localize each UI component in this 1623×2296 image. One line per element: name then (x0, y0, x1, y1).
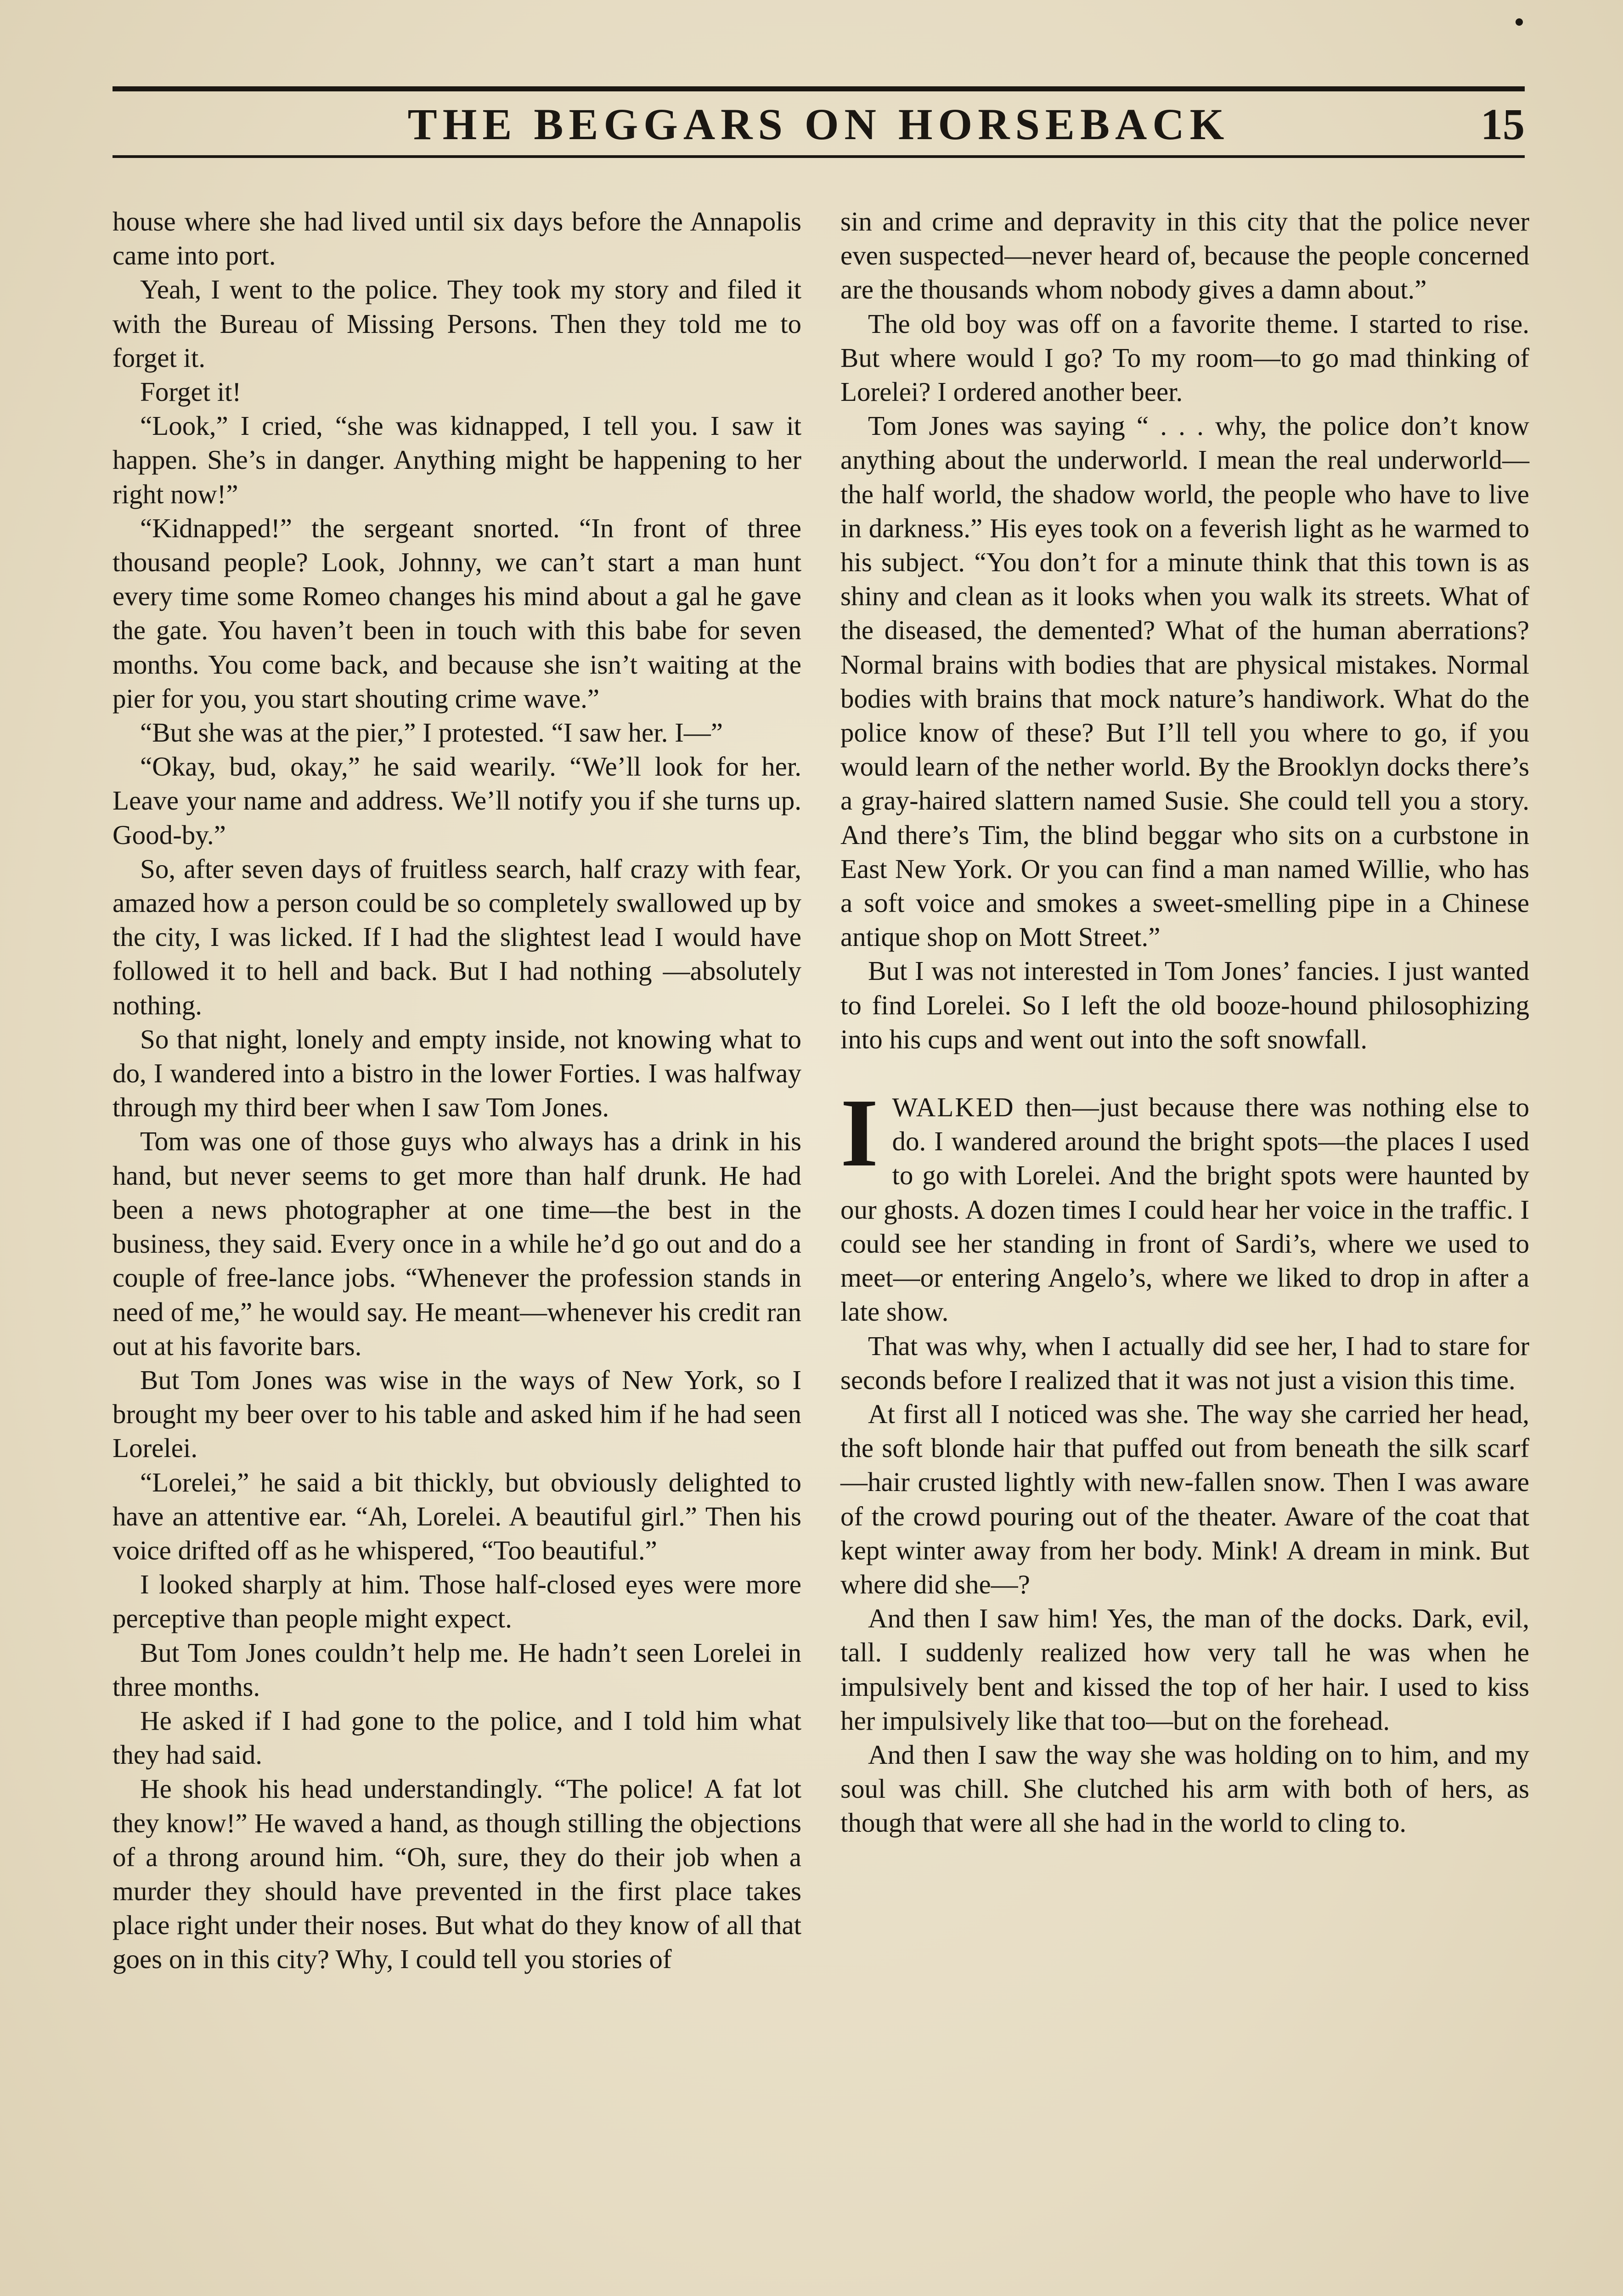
paragraph: “Kidnapped!” the sergeant snorted. “In front of three thousand people? Look, Johnny, we can’t start a man hunt every time some Romeo changes his mind about a gal he gave the gate. You haven’t been in touch with this babe for seven months. You come back, and because she isn’t waiting at the pier for you, you start shouting crime wave.” (113, 512, 801, 714)
lead-in-caps: WALKED (892, 1092, 1015, 1123)
paragraph: “Lorelei,” he said a bit thickly, but obviously delighted to have an attentive ear. “Ah, Lorelei. A beautiful girl.” Then his voice drifted off as he whispered, “Too beautiful.” (113, 1467, 801, 1565)
paragraph: Forget it! (140, 377, 242, 407)
header-bottom-rule (113, 155, 1525, 158)
paragraph: So that night, lonely and empty inside, not knowing what to do, I wandered into a bistro in the lower Forties. I was halfway through my third beer when I saw Tom Jones. (113, 1024, 801, 1123)
paragraph: “But she was at the pier,” I protested. “I saw her. I—” (140, 717, 723, 748)
paragraph: And then I saw him! Yes, the man of the docks. Dark, evil, tall. I suddenly realized how very tall he was when he impulsively bent and kissed the top of her hair. I used to kiss her impulsively like that too—but on the forehead. (840, 1603, 1529, 1736)
paragraph: Yeah, I went to the police. They took my story and filed it with the Bureau of Missing Persons. Then they told me to forget it. (113, 274, 801, 373)
speck (1516, 18, 1523, 26)
paragraph: house where she had lived until six days before the Annapolis came into port. (113, 206, 801, 271)
paragraph: “Look,” I cried, “she was kidnapped, I tell you. I saw it happen. She’s in danger. Anything might be happening to her right now!” (113, 411, 801, 509)
paragraph: But Tom Jones couldn’t help me. He hadn’t seen Lorelei in three months. (113, 1637, 801, 1702)
section-opening-paragraph (840, 1079, 1529, 1328)
paragraph: At first all I noticed was she. The way she carried her head, the soft blonde hair that puffed out from beneath the silk scarf—hair crusted lightly with new-fallen snow. Then I was aware of the crowd pouring out of the theater. Aware of the coat that kept winter away from her body. Mink! A dream in mink. But where did she—? (840, 1398, 1529, 1599)
running-title: THE BEGGARS ON HORSEBACK (407, 100, 1230, 149)
paragraph: Tom Jones was saying “ . . . why, the police don’t know anything about the underworld. I mean the real underworld—the half world, the shadow world, the people who have to live in darkness.” His eyes took on a feverish light as he warmed to his subject. “You don’t for a minute think that this town is as shiny and clean as it looks when you walk its streets. What of the diseased, the demented? What of the human aberrations? Normal brains with bodies that are physical mistakes. Normal bodies with brains that mock nature’s handiwork. What do the police know of these? But I’ll tell you where to go, if you would learn of the nether world. By the Brooklyn docks there’s a gray-haired slattern named Susie. She could tell you a story. And there’s Tim, the blind beggar who sits on a curbstone in East New York. Or you can find a man named Willie, who has a soft voice and smokes a sweet-smelling pipe in a Chinese antique shop on Mott Street.” (840, 411, 1529, 952)
header-top-rule (113, 86, 1525, 91)
paragraph-text: then—just because there was nothing else to do. I wandered around the bright spots—the places I used to go with Lorelei. And the bright spots were haunted by our ghosts. A dozen times I could hear her voice in the traffic. I could see her standing in front of Sardi’s, where we used to meet—or entering Angelo’s, where we liked to drop in after a late show. (840, 1092, 1529, 1327)
right-column (840, 204, 1529, 1840)
paragraph: But I was not interested in Tom Jones’ fancies. I just wanted to find Lorelei. So I left the old booze-hound philosophizing into his cups and went out into the soft snowfall. (840, 956, 1529, 1054)
running-header (113, 97, 1525, 152)
paragraph: And then I saw the way she was holding on to him, and my soul was chill. She clutched his arm with both of hers, as though that were all she had in the world to cling to. (840, 1739, 1529, 1838)
paragraph: The old boy was off on a favorite theme. I started to rise. But where would I go? To my room—to go mad thinking of Lorelei? I ordered another beer. (840, 308, 1529, 407)
paragraph: “Okay, bud, okay,” he said wearily. “We’ll look for her. Leave your name and address. We’ll notify you if she turns up. Good-by.” (113, 751, 801, 850)
drop-cap: I (840, 1079, 879, 1187)
paragraph: That was why, when I actually did see her, I had to stare for seconds before I realized that it was not just a vision this time. (840, 1330, 1529, 1395)
paragraph: He asked if I had gone to the police, and I told him what they had said. (113, 1705, 801, 1770)
paragraph: He shook his head understandingly. “The police! A fat lot they know!” He waved a hand, as though stilling the objections of a throng around him. “Oh, sure, they do their job when a murder they should have prevented in the first place takes place right under their noses. But what do they know of all that goes on in this city? Why, I could tell you stories of (113, 1773, 801, 1975)
paragraph: I looked sharply at him. Those half-closed eyes were more perceptive than people might expect. (113, 1569, 801, 1634)
paragraph: Tom was one of those guys who always has a drink in his hand, but never seems to get more than half drunk. He had been a news photographer at one time—the best in the business, they said. Every once in a while he’d go out and do a couple of free-lance jobs. “Whenever the profession stands in need of me,” he would say. He meant—whenever his credit ran out at his favorite bars. (113, 1126, 801, 1361)
paragraph: But Tom Jones was wise in the ways of New York, so I brought my beer over to his table and asked him if he had seen Lorelei. (113, 1364, 801, 1463)
paragraph: So, after seven days of fruitless search, half crazy with fear, amazed how a person could be so completely swallowed up by the city, I was licked. If I had the slightest lead I would have followed it to hell and back. But I had nothing —absolutely nothing. (113, 853, 801, 1020)
paragraph: sin and crime and depravity in this city that the police never even suspected—never heard of, because the people concerned are the thousands whom nobody gives a damn about.” (840, 206, 1529, 305)
page-number: 15 (1481, 100, 1525, 149)
left-column (113, 204, 801, 1976)
